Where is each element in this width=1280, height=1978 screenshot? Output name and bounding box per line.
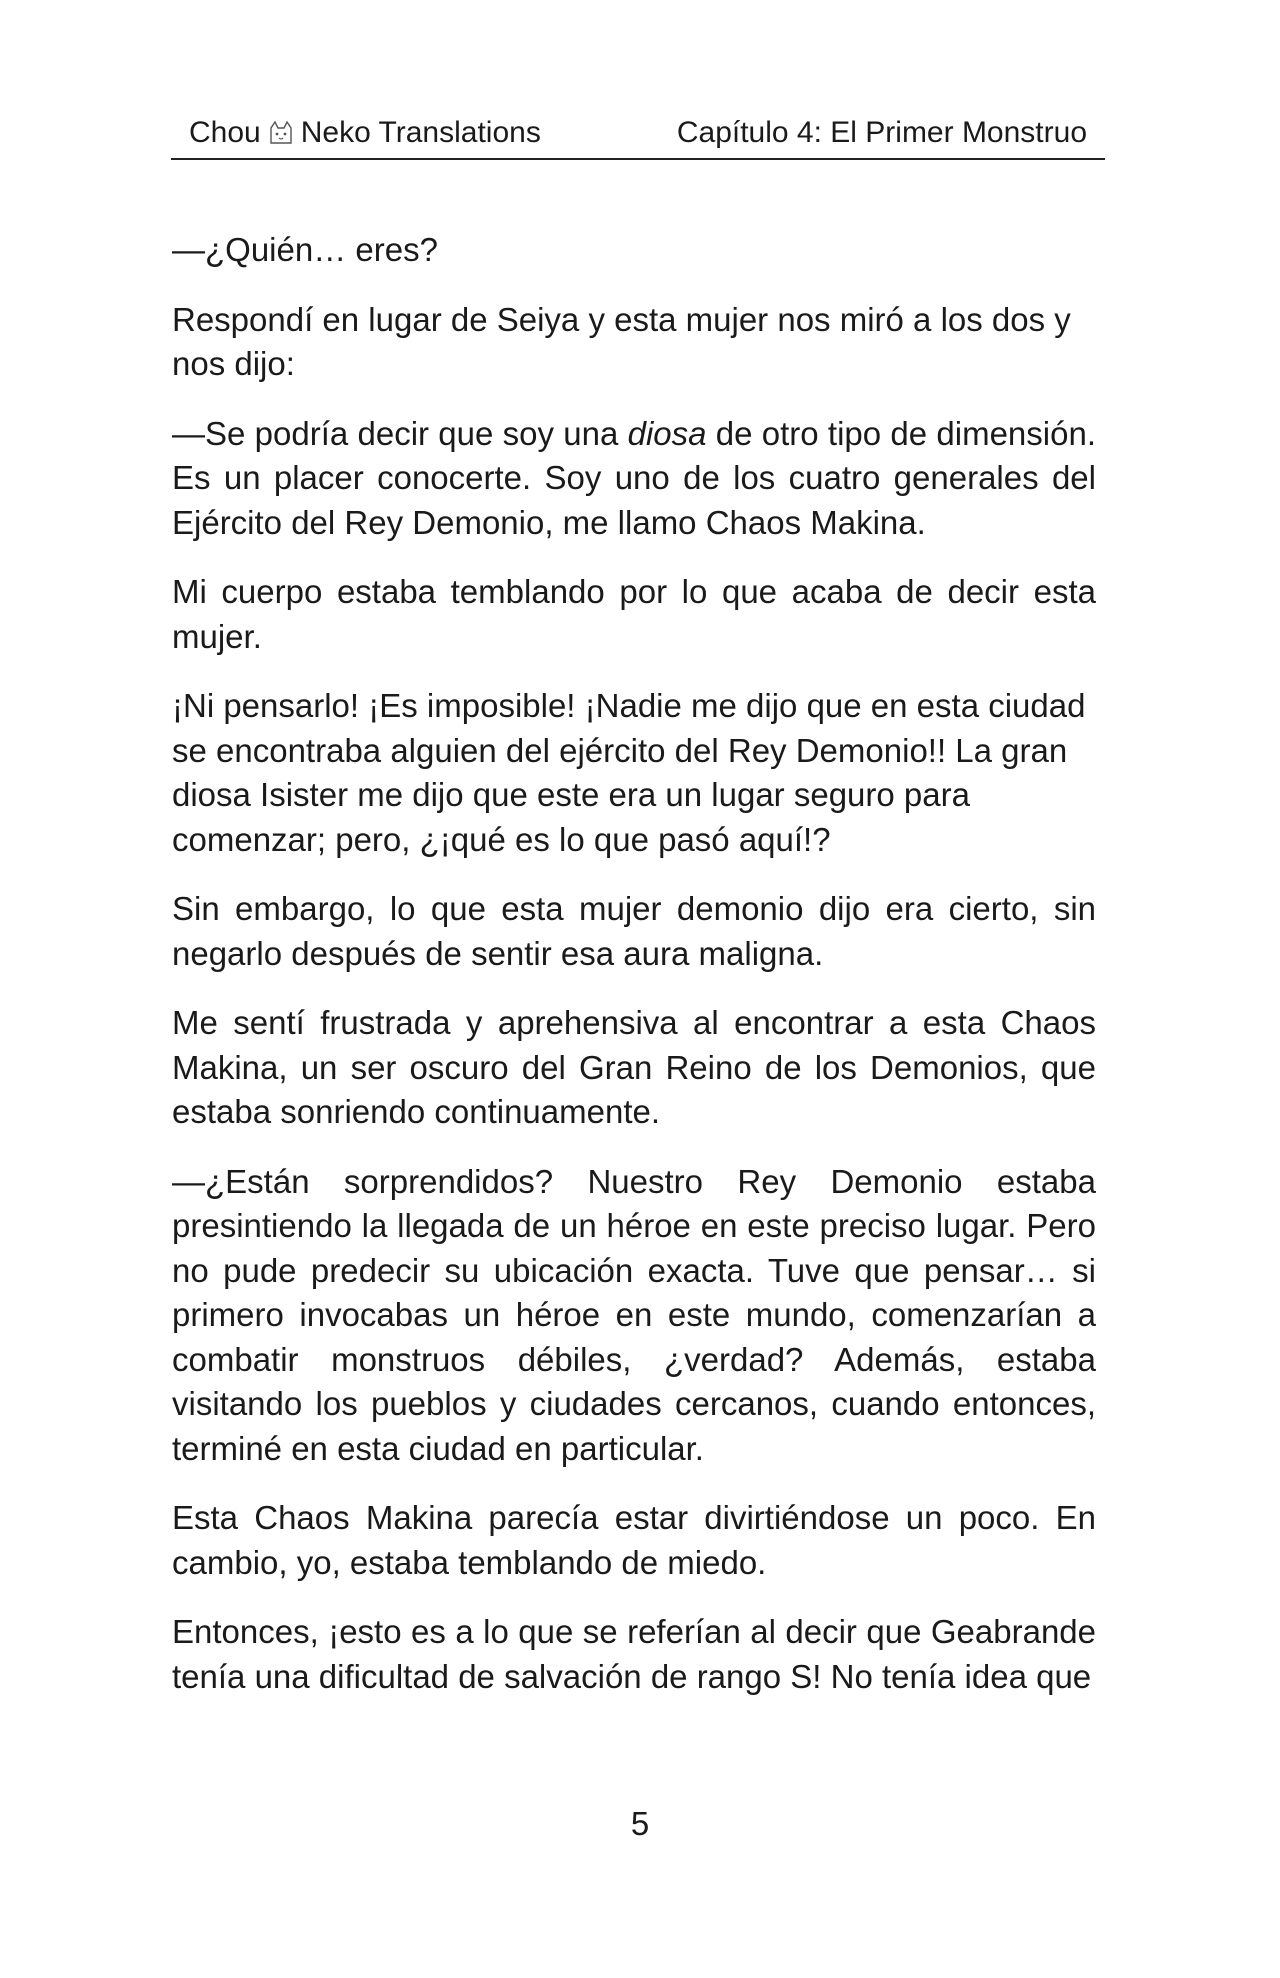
paragraph-1: —¿Quién… eres? bbox=[172, 231, 438, 268]
paragraph-5: ¡Ni pensarlo! ¡Es imposible! ¡Nadie me dijo que en esta ciudad se encontraba alguien del ejército del Rey Demonio!! La gran diosa Isister me dijo que este era un lugar seguro para comenzar; pero, ¿¡qué es lo que pasó aquí!? bbox=[172, 687, 1086, 858]
paragraph-3-part-a: —Se podría decir que soy una bbox=[172, 414, 628, 452]
page-header bbox=[171, 112, 1105, 160]
header-left bbox=[189, 116, 541, 150]
chapter-title: Capítulo 4: El Primer Monstruo bbox=[676, 116, 1087, 149]
neko-cat-icon bbox=[267, 119, 295, 147]
paragraph-8: —¿Están sorprendidos? Nuestro Rey Demonio estaba presintiendo la llegada de un héroe en este preciso lugar. Pero no pude predecir su ubicación exacta. Tuve que pensar… si primero invocabas un héroe en este mundo, comenzarían a combatir monstruos débiles, ¿verdad? Además, estaba visitando los pueblos y ciudades cercanos, cuando entonces, terminé en esta ciudad en particular. bbox=[172, 1162, 1096, 1467]
paragraph-3-part-b: de otro tipo de dimensión. Es un placer conocerte. Soy uno de los cuatro generales del Ejército del Rey Demonio, me llamo Chaos Makina. bbox=[172, 414, 1096, 541]
page-body bbox=[172, 228, 1096, 1724]
paragraph-6: Sin embargo, lo que esta mujer demonio dijo era cierto, sin negarlo después de sentir esa aura maligna. bbox=[172, 890, 1096, 972]
paragraph-9: Esta Chaos Makina parecía estar divirtiéndose un poco. En cambio, yo, estaba temblando de miedo. bbox=[172, 1499, 1096, 1581]
paragraph-3-emphasis: diosa bbox=[627, 414, 707, 452]
header-brand-chou: Chou bbox=[189, 116, 261, 149]
paragraph-3 bbox=[172, 412, 1096, 546]
page-number: 5 bbox=[630, 1805, 650, 1842]
paragraph-2: Respondí en lugar de Seiya y esta mujer nos miró a los dos y nos dijo: bbox=[172, 300, 1071, 382]
paragraph-7: Me sentí frustrada y aprehensiva al encontrar a esta Chaos Makina, un ser oscuro del Gran Reino de los Demonios, que estaba sonriendo continuamente. bbox=[172, 1004, 1096, 1130]
header-brand-translations: Neko Translations bbox=[300, 116, 541, 149]
paragraph-4: Mi cuerpo estaba temblando por lo que acaba de decir esta mujer. bbox=[172, 573, 1096, 655]
paragraph-10: Entonces, ¡esto es a lo que se referían al decir que Geabrande tenía una dificultad de salvación de rango S! No tenía idea que bbox=[172, 1613, 1096, 1695]
